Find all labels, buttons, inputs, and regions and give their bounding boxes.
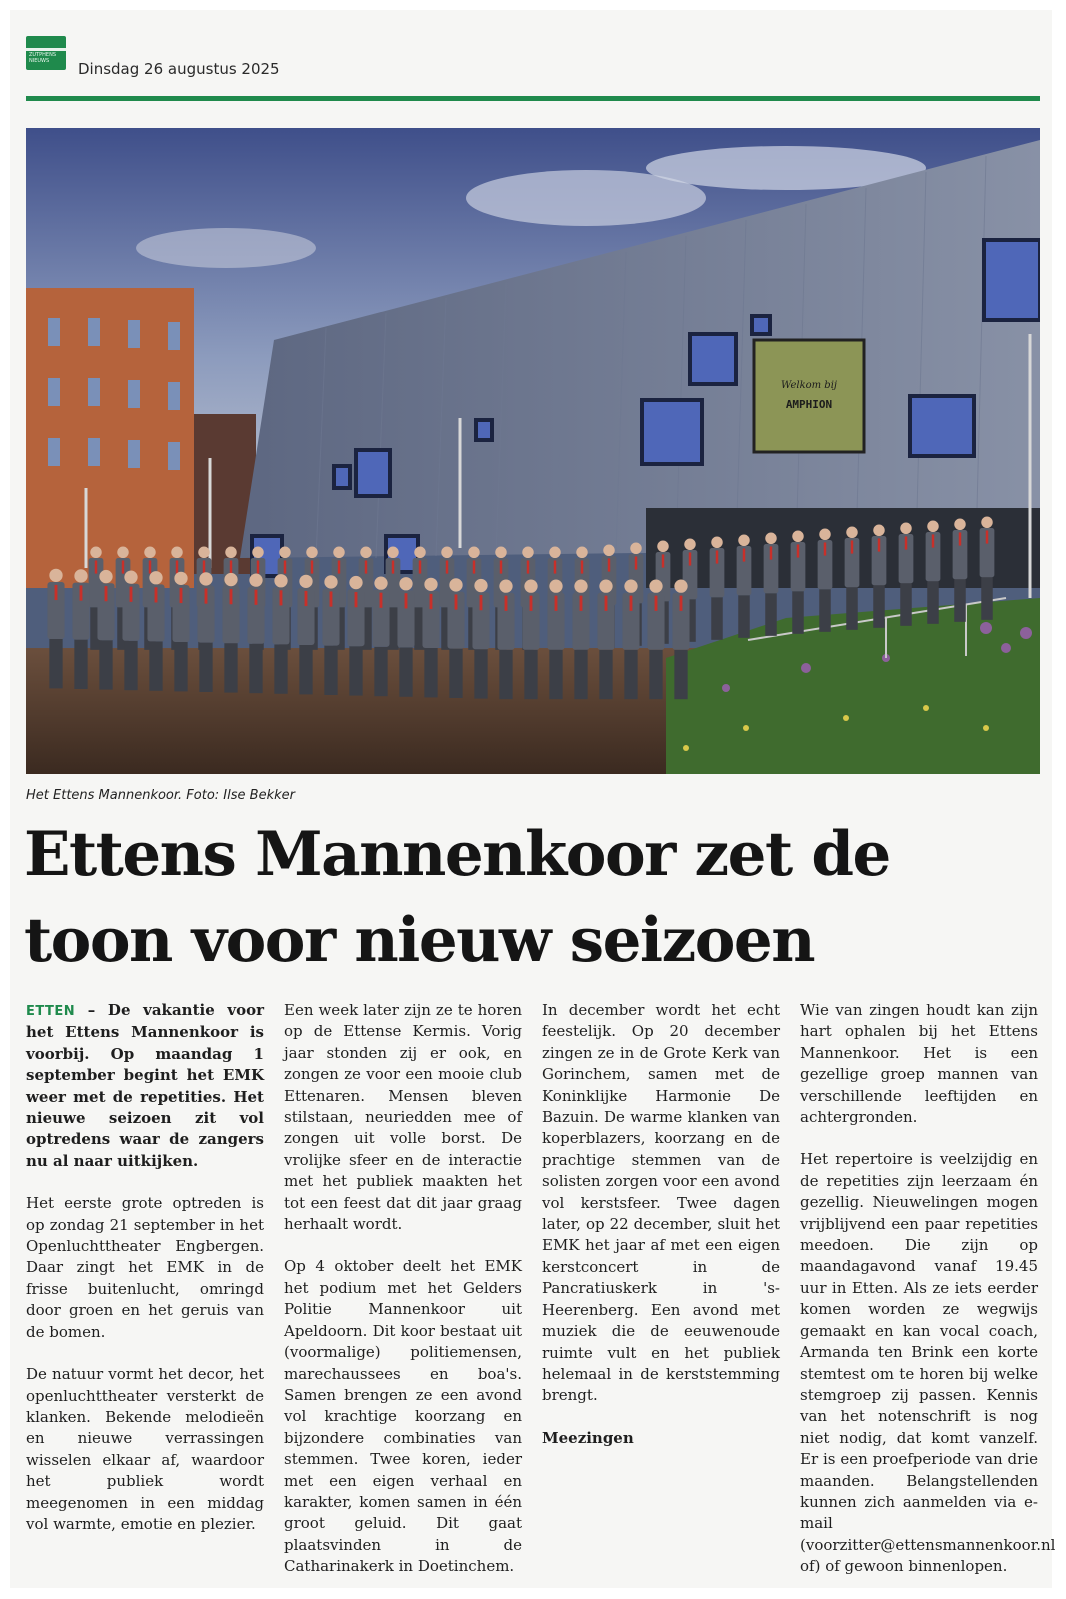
- cloud: [136, 228, 316, 268]
- choir-singer: [247, 574, 264, 694]
- choir-singer: [397, 577, 414, 697]
- choir-singer: [122, 571, 139, 691]
- newspaper-page: [10, 10, 1056, 1588]
- article-column-2: [284, 1000, 522, 1599]
- paragraph-6: Wie van zingen houdt kan zijn hart ophalen bij het Ettens Mannenkoor. Het is een gezellige groep mannen van verschillende leeftijden en achtergronden.: [800, 1001, 1038, 1127]
- choir-singer: [926, 521, 941, 624]
- choir-singer: [672, 580, 689, 700]
- headline-line-2: toon voor nieuw seizoen: [24, 905, 815, 976]
- paragraph-1: Het eerste grote optreden is op zondag 21 september in het Openluchttheater Engbergen. Daar zingt het EMK in de frisse buitenlucht, omringd door groen en het geruis van de bomen.: [26, 1194, 264, 1341]
- paragraph-5: In december wordt het echt feestelijk. Op 20 december zingen ze in de Grote Kerk van Gorinchem, samen met de Koninklijke Harmonie De Bazuin. De warme klanken van koperblazers, koorzang en de prachtige stemmen van de solisten zorgen voor een avond vol kerstsfeer. Twee dagen later, op 22 december, sluit het EMK het jaar af met een eigen kerstconcert in de Pancratiuskerk in 's-Heerenberg. Een avond met muziek die de eeuwenoude ruimte vult en het publiek helemaal in de kerststemming brengt.: [542, 1001, 780, 1405]
- paragraph-7: Het repertoire is veelzijdig en de repetities zijn leerzaam én gezellig. Nieuwelingen mogen vrijblijvend een paar repetities meedoen. Die zijn op maandagavond vanaf 19.45 uur in Etten. Als ze iets eerder komen worden ze wegwijs gemaakt en kan vocal coach, Armanda ten Brink een korte stemtest om te horen bij welke stemgroep zij passen. Kennis van het notenschrift is nog niet nodig, dat komt vanzelf. Er is een proefperiode van drie maanden. Belangstellenden kunnen zich aanmelden via e-mail (voorzitter@ettensmannenkoor.nl of) of gewoon binnenlopen.: [800, 1150, 1056, 1576]
- article-column-4: [800, 1000, 1056, 1599]
- choir-singer: [447, 578, 464, 698]
- choir-singer: [845, 527, 860, 630]
- issue-date: Dinsdag 26 augustus 2025: [78, 60, 280, 78]
- choir-singer: [710, 537, 725, 640]
- choir-singer: [222, 573, 239, 693]
- choir-singer: [197, 572, 214, 692]
- choir-singer: [272, 574, 289, 694]
- sign-line1: Welkom bij: [780, 380, 838, 391]
- choir-singer: [791, 531, 806, 634]
- article-column-1: [26, 1000, 264, 1556]
- choir-singer: [872, 525, 887, 628]
- subhead-meezingen: Meezingen: [542, 1428, 634, 1447]
- article-photo: [26, 128, 1040, 774]
- choir-singer: [422, 578, 439, 698]
- amphion-sign: [754, 340, 864, 452]
- choir-singer: [497, 580, 514, 700]
- choir-singer: [347, 576, 364, 696]
- subhead-paragraph: [542, 1428, 780, 1449]
- headline-line-1: Ettens Mannenkoor zet de: [24, 819, 890, 890]
- paragraph-4: Op 4 oktober deelt het EMK het podium met het Gelders Politie Mannenkoor uit Apeldoorn. Dit koor bestaat uit (voormalige) politiemensen, marechaussees en boa's. Samen brengen ze een avond vol krachtige koorzang en bijzondere combinaties van stemmen. Twee koren, ieder met een eigen verhaal en karakter, komen samen in één groot geluid. Dit gaat plaatsvinden in de Catharinakerk in Doetinchem.: [284, 1257, 522, 1576]
- choir-singer: [72, 569, 89, 689]
- choir-singer: [47, 569, 64, 689]
- photo-illustration: [26, 128, 1040, 774]
- choir-singer: [597, 580, 614, 700]
- choir-singer: [647, 580, 664, 700]
- lead-paragraph: [26, 1000, 264, 1172]
- choir-singer: [322, 575, 339, 695]
- choir-singer: [737, 535, 752, 638]
- article-column-3: [542, 1000, 780, 1470]
- choir-singer: [522, 580, 539, 700]
- sign-line2: AMPHION: [785, 398, 833, 411]
- choir-singer: [147, 571, 164, 691]
- choir-singer: [372, 577, 389, 697]
- paragraph-2: De natuur vormt het decor, het openluchttheater versterkt de klanken. Bekende melodieën en nieuwe verrassingen wisselen elkaar af, waardoor het publiek wordt meegenomen in een middag vol warmte, emotie en plezier.: [26, 1365, 264, 1533]
- choir-singer: [472, 579, 489, 699]
- choir-singer: [572, 580, 589, 700]
- choir-singer: [97, 570, 114, 690]
- article-headline: [24, 812, 1054, 984]
- newspaper-logo: [26, 36, 66, 70]
- choir-singer: [953, 519, 968, 622]
- logo-stripe: [26, 48, 66, 51]
- choir-singer: [899, 523, 914, 626]
- lead-text: – De vakantie voor het Ettens Mannenkoor is voorbij. Op maandag 1 september begint het EMK weer met de repetities. Het nieuwe seizoen zit vol optredens waar de zangers nu al naar uitkijken.: [26, 1001, 264, 1170]
- photo-caption: Het Ettens Mannenkoor. Foto: Ilse Bekker: [26, 788, 295, 803]
- choir-singer: [818, 529, 833, 632]
- choir-singer: [764, 533, 779, 636]
- dateline-place: ETTEN: [26, 1004, 76, 1019]
- choir-singer: [297, 575, 314, 695]
- choir-singer: [622, 580, 639, 700]
- header-rule: [26, 96, 1040, 101]
- choir-singer: [547, 580, 564, 700]
- choir-singer: [172, 572, 189, 692]
- choir-singer: [980, 517, 995, 620]
- paragraph-3: Een week later zijn ze te horen op de Ettense Kermis. Vorig jaar stonden zij er ook, en zongen ze voor een mooie club Ettenaren. Mensen bleven stilstaan, neuriedden mee of zongen uit volle borst. De vrolijke sfeer en de interactie met het publiek maakten het tot een feest dat dit jaar graag herhaalt wordt.: [284, 1001, 522, 1234]
- logo-text: ZUTPHENS NIEUWS: [29, 52, 56, 64]
